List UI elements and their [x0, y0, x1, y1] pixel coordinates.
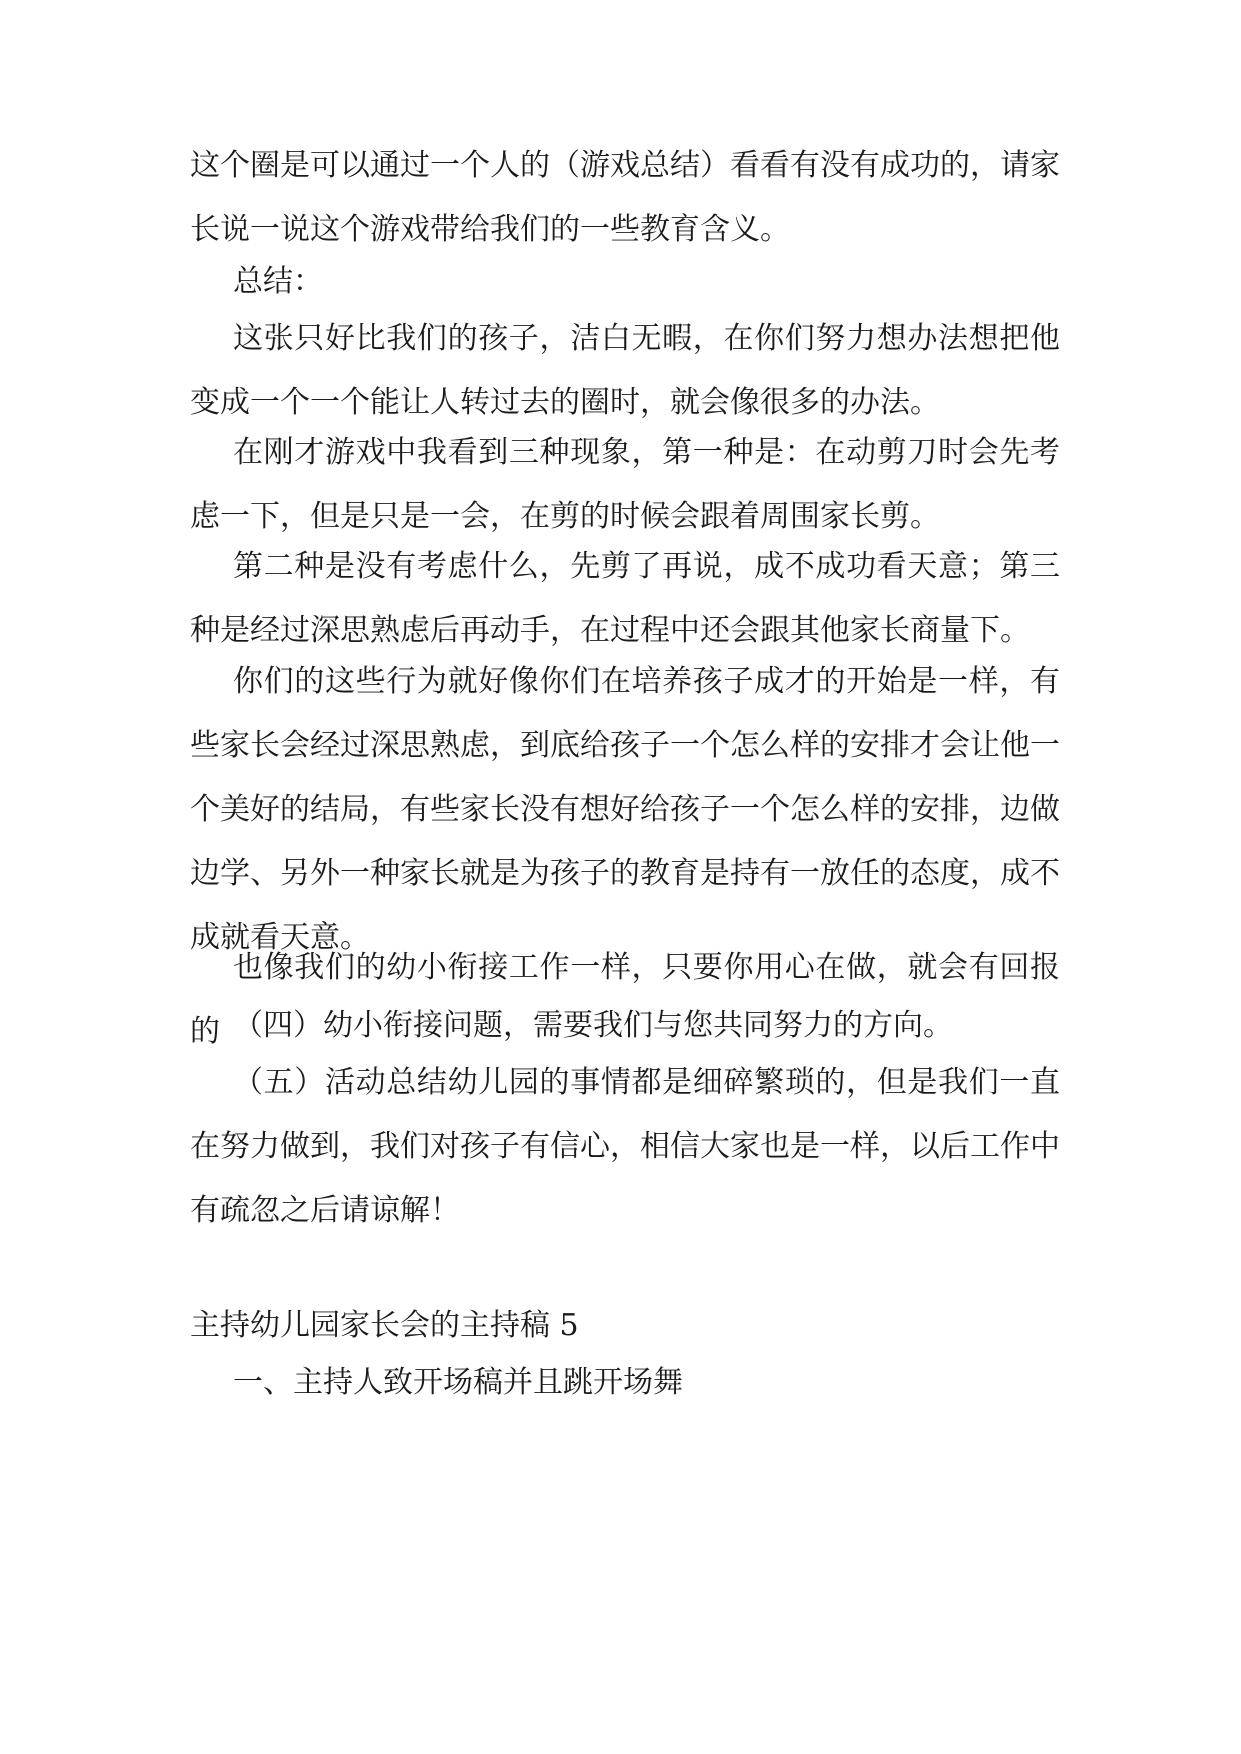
paragraph-game-summary: 这个圈是可以通过一个人的（游戏总结）看看有没有成功的，请家长说一说这个游戏带给我们的一些教育含义。 — [190, 148, 1060, 247]
paragraph-three-phenomena: 在刚才游戏中我看到三种现象，第一种是：在动剪刀时会先考虑一下，但是只是一会，在剪的时候会跟着周围家长剪。 — [190, 435, 1060, 534]
paragraph-child-analogy: 这张只好比我们的孩子，洁白无暇，在你们努力想办法想把他变成一个一个能让人转过去的圈时，就会像很多的办法。 — [190, 321, 1060, 420]
paragraph-parenting-behaviors: 你们的这些行为就好像你们在培养孩子成才的开始是一样，有些家长会经过深思熟虑，到底给孩子一个怎么样的安排才会让他一个美好的结局，有些家长没有想好给孩子一个怎么样的安排，边做边学、另外一种家长就是为孩子的教育是持有一放任的态度，成不成就看天意。 — [190, 664, 1060, 955]
section-item-opening: 一、主持人致开场稿并且跳开场舞 — [233, 1365, 683, 1400]
paragraph-section-five: （五）活动总结幼儿园的事情都是细碎繁琐的，但是我们一直在努力做到，我们对孩子有信心，相信大家也是一样，以后工作中有疏忽之后请谅解！ — [190, 1065, 1060, 1228]
section-title: 主持幼儿园家长会的主持稿 5 — [190, 1308, 579, 1343]
paragraph-section-four: （四）幼小衔接问题，需要我们与您共同努力的方向。 — [233, 1008, 953, 1043]
paragraph-transition-work: 也像我们的幼小衔接工作一样，只要你用心在做，就会有回报的 — [190, 950, 1060, 1049]
paragraph-summary-label: 总结： — [233, 264, 323, 299]
paragraph-second-third-types: 第二种是没有考虑什么，先剪了再说，成不成功看天意；第三种是经过深思熟虑后再动手，在过程中还会跟其他家长商量下。 — [190, 549, 1060, 648]
